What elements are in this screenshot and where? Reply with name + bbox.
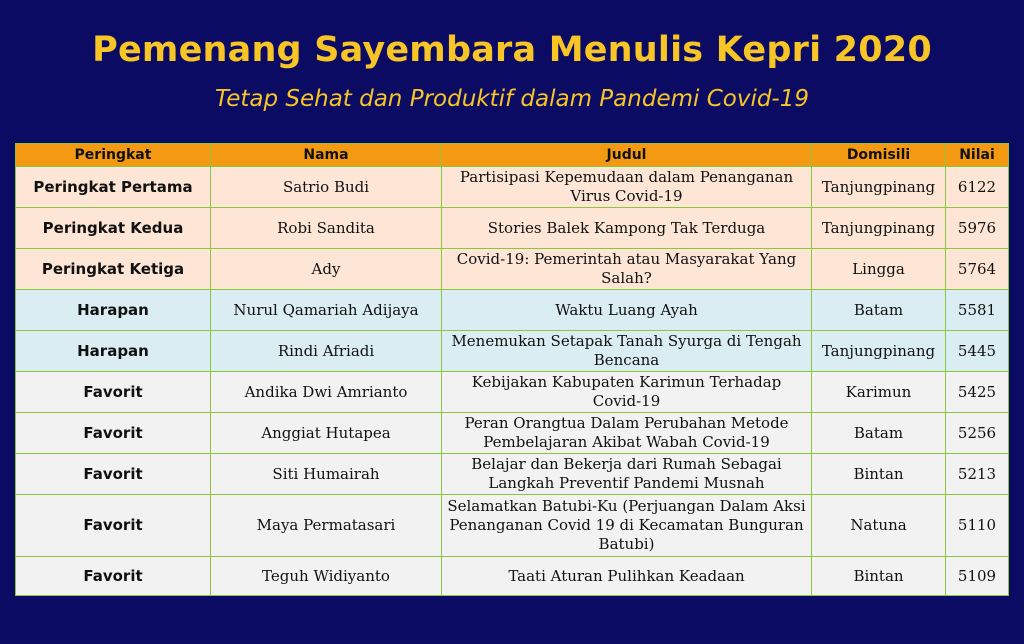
domicile-cell: Bintan bbox=[812, 557, 946, 596]
score-cell: 5581 bbox=[946, 290, 1009, 331]
table-row bbox=[16, 290, 1009, 331]
name-cell: Satrio Budi bbox=[211, 167, 442, 208]
table-row bbox=[16, 249, 1009, 290]
score-cell: 5110 bbox=[946, 495, 1009, 557]
domicile-cell: Batam bbox=[812, 413, 946, 454]
rank-cell: Peringkat Kedua bbox=[16, 208, 211, 249]
name-cell: Nurul Qamariah Adijaya bbox=[211, 290, 442, 331]
rank-cell: Peringkat Pertama bbox=[16, 167, 211, 208]
title-cell: Partisipasi Kepemudaan dalam Penanganan Virus Covid-19 bbox=[442, 167, 812, 208]
name-cell: Anggiat Hutapea bbox=[211, 413, 442, 454]
domicile-cell: Natuna bbox=[812, 495, 946, 557]
rank-cell: Peringkat Ketiga bbox=[16, 249, 211, 290]
score-cell: 5109 bbox=[946, 557, 1009, 596]
title-cell: Peran Orangtua Dalam Perubahan Metode Pembelajaran Akibat Wabah Covid-19 bbox=[442, 413, 812, 454]
table-row bbox=[16, 495, 1009, 557]
domicile-cell: Batam bbox=[812, 290, 946, 331]
name-cell: Ady bbox=[211, 249, 442, 290]
domicile-cell: Tanjungpinang bbox=[812, 167, 946, 208]
domicile-cell: Tanjungpinang bbox=[812, 208, 946, 249]
score-cell: 6122 bbox=[946, 167, 1009, 208]
domicile-cell: Lingga bbox=[812, 249, 946, 290]
score-cell: 5764 bbox=[946, 249, 1009, 290]
page-title: Pemenang Sayembara Menulis Kepri 2020 bbox=[92, 30, 932, 70]
title-cell: Selamatkan Batubi-Ku (Perjuangan Dalam Aksi Penanganan Covid 19 di Kecamatan Bunguran Batubi) bbox=[442, 495, 812, 557]
score-cell: 5445 bbox=[946, 331, 1009, 372]
name-cell: Andika Dwi Amrianto bbox=[211, 372, 442, 413]
title-cell: Kebijakan Kabupaten Karimun Terhadap Covid-19 bbox=[442, 372, 812, 413]
name-cell: Rindi Afriadi bbox=[211, 331, 442, 372]
rank-cell: Favorit bbox=[16, 557, 211, 596]
table-row bbox=[16, 454, 1009, 495]
score-cell: 5976 bbox=[946, 208, 1009, 249]
score-cell: 5256 bbox=[946, 413, 1009, 454]
name-cell: Maya Permatasari bbox=[211, 495, 442, 557]
name-cell: Robi Sandita bbox=[211, 208, 442, 249]
title-cell: Covid-19: Pemerintah atau Masyarakat Yang Salah? bbox=[442, 249, 812, 290]
title-cell: Waktu Luang Ayah bbox=[442, 290, 812, 331]
table-row bbox=[16, 331, 1009, 372]
column-header-title: Judul bbox=[442, 144, 812, 167]
page-subtitle: Tetap Sehat dan Produktif dalam Pandemi Covid-19 bbox=[214, 86, 809, 112]
score-cell: 5425 bbox=[946, 372, 1009, 413]
rank-cell: Favorit bbox=[16, 413, 211, 454]
domicile-cell: Tanjungpinang bbox=[812, 331, 946, 372]
table-row bbox=[16, 557, 1009, 596]
column-header-score: Nilai bbox=[946, 144, 1009, 167]
title-cell: Stories Balek Kampong Tak Terduga bbox=[442, 208, 812, 249]
rank-cell: Harapan bbox=[16, 290, 211, 331]
score-cell: 5213 bbox=[946, 454, 1009, 495]
table-row bbox=[16, 167, 1009, 208]
domicile-cell: Karimun bbox=[812, 372, 946, 413]
table-row bbox=[16, 413, 1009, 454]
rank-cell: Favorit bbox=[16, 495, 211, 557]
name-cell: Teguh Widiyanto bbox=[211, 557, 442, 596]
column-header-name: Nama bbox=[211, 144, 442, 167]
rank-cell: Favorit bbox=[16, 454, 211, 495]
table-row bbox=[16, 372, 1009, 413]
table-row bbox=[16, 208, 1009, 249]
title-cell: Belajar dan Bekerja dari Rumah Sebagai Langkah Preventif Pandemi Musnah bbox=[442, 454, 812, 495]
winners-table bbox=[15, 143, 1009, 596]
rank-cell: Harapan bbox=[16, 331, 211, 372]
column-header-domicile: Domisili bbox=[812, 144, 946, 167]
table-header-row bbox=[16, 144, 1009, 167]
title-cell: Taati Aturan Pulihkan Keadaan bbox=[442, 557, 812, 596]
rank-cell: Favorit bbox=[16, 372, 211, 413]
column-header-rank: Peringkat bbox=[16, 144, 211, 167]
domicile-cell: Bintan bbox=[812, 454, 946, 495]
title-cell: Menemukan Setapak Tanah Syurga di Tengah Bencana bbox=[442, 331, 812, 372]
name-cell: Siti Humairah bbox=[211, 454, 442, 495]
